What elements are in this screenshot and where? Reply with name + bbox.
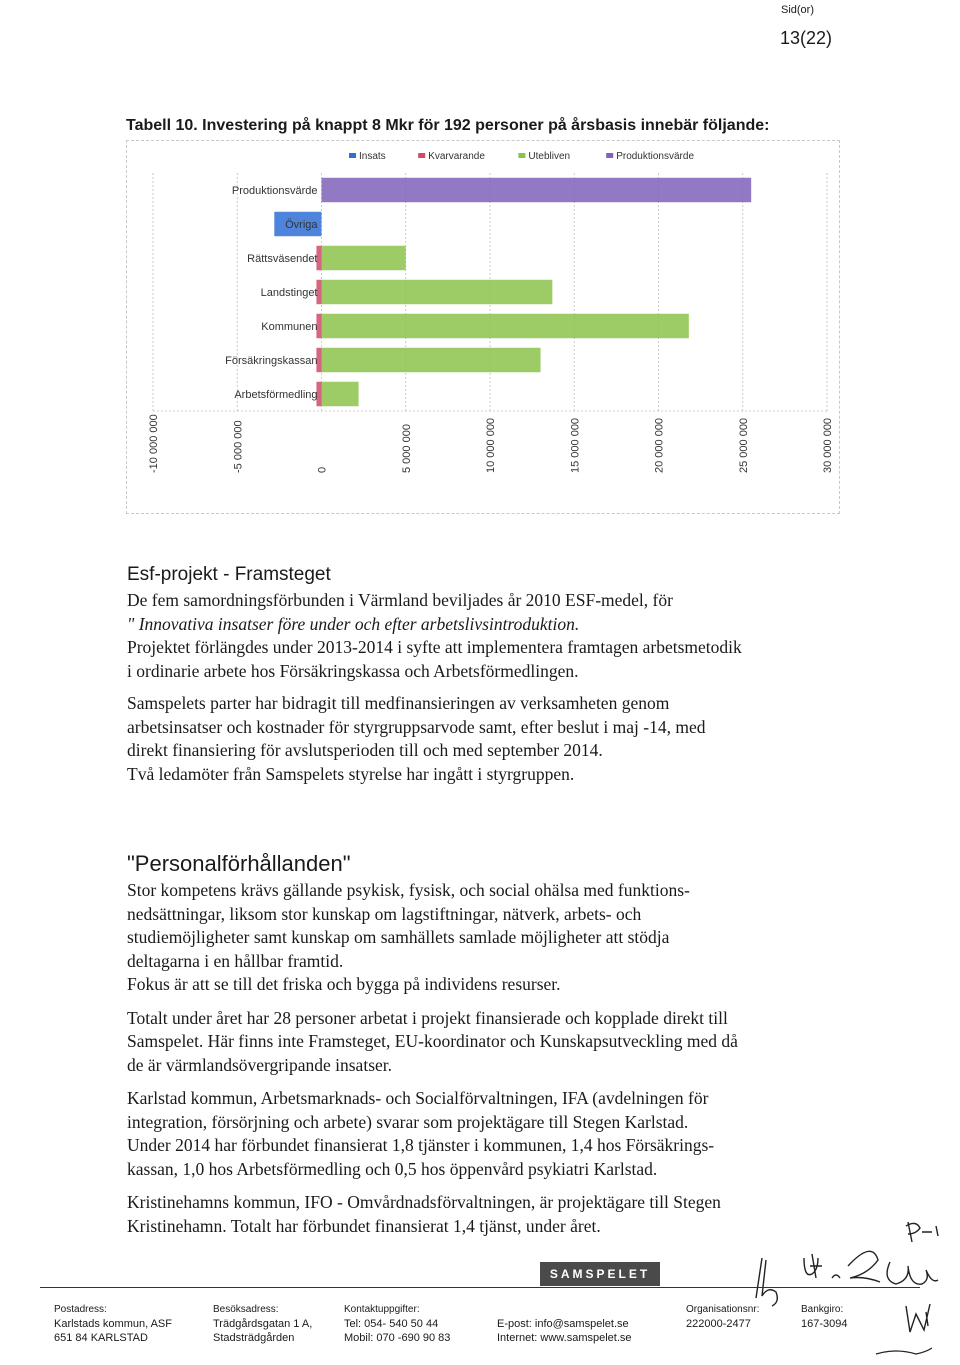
legend-label: Utebliven: [528, 151, 571, 162]
category-label: Arbetsförmedling: [234, 389, 318, 401]
personal-line: Karlstad kommun, Arbetsmarknads- och Socialförvaltningen, IFA (avdelningen för: [127, 1088, 709, 1108]
personal-line: de är värmlandsövergripande insatser.: [127, 1054, 393, 1075]
bar: [322, 178, 752, 202]
besok-label: Besöksadress:: [213, 1304, 279, 1315]
table-title: Tabell 10. Investering på knappt 8 Mkr för 192 personer på årsbasis innebär följande:: [126, 117, 770, 134]
samspel-line: Två ledamöter från Samspelets styrelse har ingått i styrgruppen.: [127, 763, 575, 784]
besok-line: Trädgårdsgatan 1 A,: [213, 1318, 313, 1330]
personal-line: Fokus är att se till det friska och bygga på individens resurser.: [127, 974, 561, 994]
footer-divider: [40, 1287, 920, 1288]
personal-line: Totalt under året har 28 personer arbetat i projekt finansierade och kopplade direkt till: [127, 1007, 728, 1028]
x-tick-label: 5 000 000: [400, 424, 413, 473]
bar: [322, 280, 553, 304]
x-tick-label: -10 000 000: [148, 414, 160, 473]
besok-line: Stadsträdgården: [213, 1332, 295, 1344]
samspelet-logo: [540, 1262, 660, 1286]
kontakt-label: Kontaktuppgifter:: [344, 1304, 420, 1315]
org-label: Organisationsnr:: [686, 1304, 760, 1315]
bar: [322, 348, 541, 372]
personal-line: Kristinehamns kommun, IFO - Omvårdnadsförvaltningen, är projektägare till Stegen: [127, 1192, 721, 1212]
legend-label: Insats: [359, 151, 386, 162]
x-tick-label: 20 000 000: [653, 417, 666, 473]
bar: [322, 382, 359, 406]
logo-text: SAMSPELET: [549, 1267, 651, 1281]
personal-line: Samspelet. Här finns inte Framsteget, EU-koordinator och Kunskapsutveckling med då: [127, 1031, 738, 1051]
chart: [126, 140, 840, 514]
bar: [322, 314, 689, 338]
x-tick-label: 15 000 000: [569, 417, 582, 473]
personal-section: [127, 879, 847, 1238]
postadress-line: Karlstads kommun, ASF: [54, 1318, 172, 1330]
samspel-line: arbetsinsatser och kostnader för styrgruppsarvode samt, efter beslut i maj -14, med: [127, 716, 706, 737]
page-number: 13(22): [779, 28, 832, 48]
x-tick-label: 25 000 000: [737, 417, 750, 473]
samspel-line: direkt finansiering för avslutsperioden till och med september 2014.: [127, 740, 603, 760]
x-tick-label: -5 000 000: [232, 420, 245, 473]
x-tick-label: 30 000 000: [822, 417, 834, 473]
chart-svg: [127, 141, 839, 513]
footer: [0, 1303, 960, 1353]
personal-line: Under 2014 har förbundet finansierat 1,8 tjänster i kommunen, 1,4 hos Försäkrings-: [127, 1135, 715, 1155]
personal-line: Stor kompetens krävs gällande psykisk, fysisk, och social ohälsa med funktions-: [127, 880, 690, 900]
legend-swatch: [349, 153, 356, 158]
footer-postadress: [54, 1303, 172, 1345]
category-label: Försäkringskassan: [225, 355, 318, 367]
personal-line: Kristinehamn. Totalt har förbundet finansierat 1,4 tjänst, under året.: [127, 1215, 601, 1236]
footer-org: [686, 1303, 759, 1331]
category-label: Landstinget: [260, 287, 318, 299]
esf-line: De fem samordningsförbunden i Värmland beviljades år 2010 ESF-medel, för: [127, 590, 673, 610]
epost: E-post: info@samspelet.se: [497, 1318, 629, 1330]
personal-line: deltagarna i en hållbar framtid.: [127, 950, 344, 971]
org-nr: 222000-2477: [686, 1318, 751, 1330]
bar: [322, 246, 406, 270]
bank-label: Bankgiro:: [801, 1304, 844, 1315]
legend-swatch: [606, 153, 613, 158]
kontakt-mobil: Mobil: 070 -690 90 83: [344, 1332, 451, 1344]
category-label: Produktionsvärde: [231, 185, 318, 197]
personal-line: integration, försörjning och arbete) svarar som projektägare till Stegen Karlstad.: [127, 1111, 689, 1132]
esf-line: Projektet förlängdes under 2013-2014 i syfte att implementera framtagen arbetsmetodik: [127, 637, 742, 657]
legend-label: Produktionsvärde: [616, 151, 695, 162]
footer-bank: [801, 1303, 848, 1331]
kontakt-tel: Tel: 054- 540 50 44: [344, 1318, 439, 1330]
footer-web: [497, 1317, 632, 1345]
footer-kontakt: [344, 1303, 450, 1345]
legend-label: Kvarvarande: [428, 151, 485, 162]
legend-swatch: [518, 153, 525, 158]
legend-swatch: [418, 153, 425, 158]
category-label: Rättsväsendet: [247, 253, 318, 265]
footer-besoksadress: [213, 1303, 312, 1345]
internet: Internet: www.samspelet.se: [497, 1332, 632, 1344]
x-tick-label: 10 000 000: [485, 417, 497, 473]
postadress-label: Postadress:: [54, 1304, 107, 1315]
personal-line: studiemöjligheter samt kunskap om samhällets samlade möjligheter att stödja: [127, 927, 670, 947]
bank-nr: 167-3094: [801, 1318, 848, 1330]
sid-label: Sid(or): [780, 4, 814, 16]
personal-line: kassan, 1,0 hos Arbetsförmedling och 0,5 hos öppenvård psykiatri Karlstad.: [127, 1158, 658, 1179]
esf-paragraph: [127, 589, 847, 683]
samspel-paragraph: [127, 692, 847, 786]
personal-line: nedsättningar, liksom stor kunskap om lagstiftningar, nätverk, arbets- och: [127, 903, 642, 924]
category-label: Kommunen: [261, 321, 318, 333]
esf-line-italic: " Innovativa insatser före under och efter arbetslivsintroduktion.: [127, 613, 580, 634]
postadress-line: 651 84 KARLSTAD: [54, 1332, 148, 1344]
esf-heading: Esf-projekt - Framsteget: [127, 564, 331, 585]
category-label: Övriga: [285, 219, 318, 231]
x-tick-label: 0: [316, 466, 329, 473]
samspel-line: Samspelets parter har bidragit till medfinansieringen av verksamheten genom: [127, 693, 670, 713]
esf-line: i ordinarie arbete hos Försäkringskassa och Arbetsförmedlingen.: [127, 660, 579, 681]
personal-heading: "Personalförhållanden": [127, 851, 351, 876]
